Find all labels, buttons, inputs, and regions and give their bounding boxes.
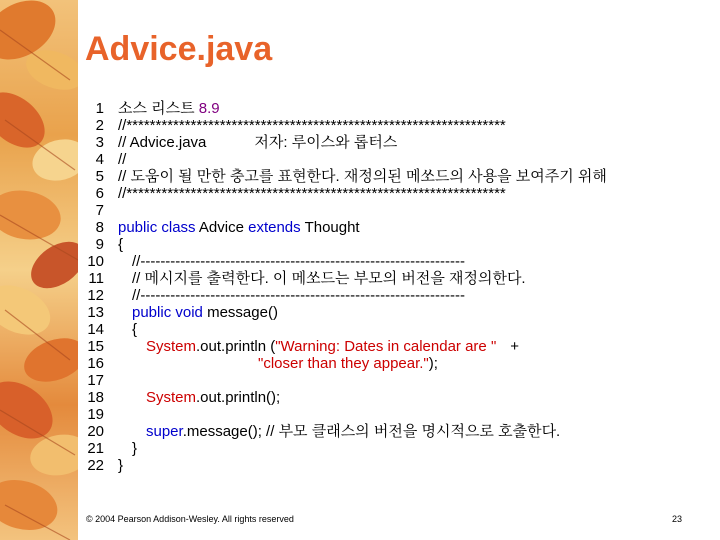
brace: { <box>118 236 124 253</box>
brace: } <box>132 440 138 457</box>
line-number: 17 <box>87 372 104 389</box>
comment-text: // 메시지를 출력한다. 이 메쏘드는 부모의 버전을 재정의한다. <box>132 270 526 287</box>
system-class: System <box>146 338 197 355</box>
line-number: 11 <box>88 270 104 287</box>
code-line <box>84 304 278 321</box>
line-number: 21 <box>87 440 104 457</box>
code-line <box>84 457 123 474</box>
line-number: 8 <box>95 219 104 236</box>
brace: { <box>132 321 138 338</box>
code-line <box>84 270 526 287</box>
println-call: .out.println ( <box>196 338 276 355</box>
listing-number: 8.9 <box>198 100 220 117</box>
println-call: .out.println(); <box>196 389 281 406</box>
code-listing <box>84 100 704 475</box>
autumn-leaves-decoration <box>0 0 78 540</box>
leaves-image <box>0 0 78 540</box>
parent-class-name: Thought <box>304 219 360 236</box>
code-line <box>84 372 118 389</box>
line-number: 10 <box>87 253 104 270</box>
line-number: 7 <box>95 202 104 219</box>
page-number: 23 <box>672 514 683 524</box>
comment-text: //***************************************************************** <box>118 117 506 134</box>
line-number: 22 <box>87 457 104 474</box>
class-name: Advice <box>198 219 244 236</box>
comment-text: // Advice.java <box>118 134 207 151</box>
line-number: 3 <box>95 134 104 151</box>
copyright-footer: © 2004 Pearson Addison-Wesley. All rights reserved <box>86 514 294 524</box>
code-line <box>84 202 118 219</box>
comment-text: //----------------------------------------------------------------- <box>132 253 466 270</box>
method-name: message() <box>207 304 278 321</box>
string-literal: "closer than they appear." <box>258 355 429 372</box>
comment-text: // 도움이 될 만한 충고를 표현한다. 재정의된 메쏘드의 사용을 보여주기 위해 <box>118 168 607 185</box>
brace: } <box>118 457 124 474</box>
plus-operator: + <box>510 338 520 355</box>
code-line <box>84 236 123 253</box>
code-line <box>84 185 506 202</box>
line-number: 14 <box>87 321 104 338</box>
line-number: 12 <box>87 287 104 304</box>
keyword: extends <box>248 219 301 236</box>
code-line <box>84 287 465 304</box>
keyword: void <box>175 304 203 321</box>
line-number: 19 <box>87 406 104 423</box>
comment-text: 저자: 루이스와 롭터스 <box>254 134 398 151</box>
comment-text: //----------------------------------------------------------------- <box>132 287 466 304</box>
code-line <box>84 134 397 151</box>
line-number: 6 <box>95 185 104 202</box>
code-line <box>84 117 506 134</box>
line-number: 18 <box>87 389 104 406</box>
code-line <box>84 355 438 372</box>
line-number: 20 <box>87 423 104 440</box>
line-number: 5 <box>95 168 104 185</box>
line-number: 1 <box>95 100 104 117</box>
string-literal: "Warning: Dates in calendar are " <box>275 338 497 355</box>
code-line <box>84 100 220 117</box>
code-line <box>84 253 465 270</box>
line-number: 13 <box>87 304 104 321</box>
keyword: super <box>146 423 183 440</box>
code-line <box>84 219 360 236</box>
slide-title: Advice.java <box>85 30 273 68</box>
line-number: 9 <box>95 236 104 253</box>
system-class: System <box>146 389 197 406</box>
line-number: 4 <box>95 151 104 168</box>
comment-text: //***************************************************************** <box>118 185 506 202</box>
keyword: public <box>132 304 172 321</box>
code-line <box>84 440 137 457</box>
code-line <box>84 321 137 338</box>
code-line <box>84 423 560 440</box>
line-number: 2 <box>95 117 104 134</box>
code-line <box>84 168 607 185</box>
line-number: 16 <box>87 355 104 372</box>
code-line <box>84 338 519 355</box>
comment-text: // <box>118 151 127 168</box>
code-line <box>84 389 280 406</box>
super-call: .message(); // 부모 클래스의 버전을 명시적으로 호출한다. <box>182 423 561 440</box>
code-line <box>84 151 126 168</box>
statement-end: ); <box>428 355 438 372</box>
keyword: class <box>161 219 196 236</box>
line-number: 15 <box>87 338 104 355</box>
listing-label: 소스 리스트 <box>118 100 199 117</box>
code-line <box>84 406 118 423</box>
keyword: public <box>118 219 158 236</box>
